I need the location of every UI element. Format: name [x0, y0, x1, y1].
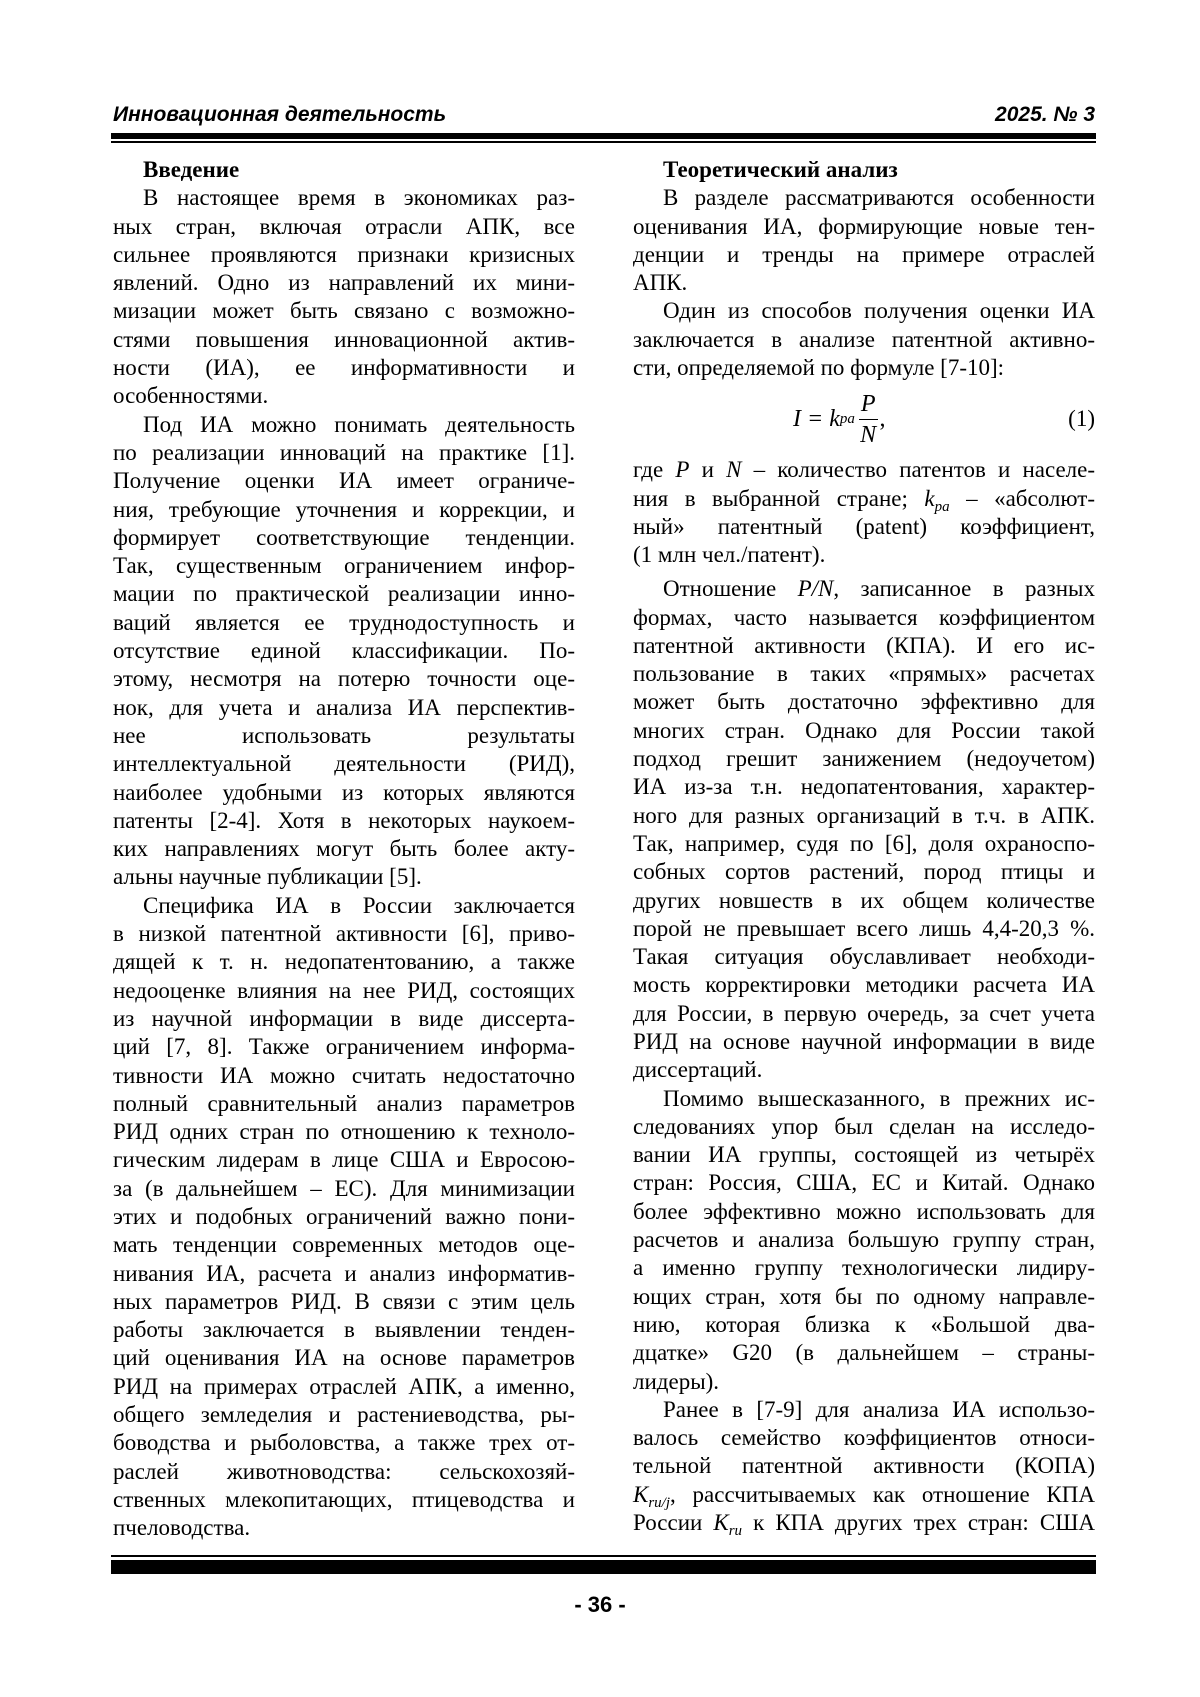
text-line: наиболее удобными из которых являются: [113, 779, 575, 807]
formula-denominator: N: [860, 420, 876, 450]
text-line: в низкой патентной активности [6], приво-: [113, 920, 575, 948]
text-line: мать тенденции современных методов оце-: [113, 1231, 575, 1259]
text-line: В настоящее время в экономиках раз-: [113, 184, 575, 212]
header-rule-thick: [111, 133, 1096, 139]
text-line: Так, существенным ограничением инфор-: [113, 552, 575, 580]
text-line: дцатке» G20 (в дальнейшем – страны-: [633, 1339, 1095, 1367]
right-body-after-formula: [633, 456, 1095, 1537]
header-rule-thin: [111, 141, 1096, 143]
text-line: вании ИА группы, состоящей из четырёх: [633, 1141, 1095, 1169]
section-heading-theoretical-analysis: Теоретический анализ: [633, 156, 1095, 184]
text-line: АПК.: [633, 269, 1095, 297]
text-segment: где: [633, 457, 675, 482]
text-line: ных параметров РИД. В связи с этим цель: [113, 1288, 575, 1316]
text-line: ный» патентный (patent) коэффициент,: [633, 513, 1095, 541]
text-line: раслей животноводства: сельскохозяй-: [113, 1458, 575, 1486]
math-symbol: k: [924, 486, 934, 511]
text-line: порой не превышает всего лишь 4,4-20,3 %.: [633, 915, 1095, 943]
text-line: РИД на основе научной информации в виде: [633, 1028, 1095, 1056]
text-line: более эффективно можно использовать для: [633, 1198, 1095, 1226]
text-line: (1 млн чел./патент).: [633, 541, 1095, 569]
left-column: [113, 156, 575, 1543]
text-line: многих стран. Однако для России такой: [633, 717, 1095, 745]
text-line: ций оценивания ИА на основе параметров: [113, 1344, 575, 1372]
text-line: общего земледелия и растениеводства, ры-: [113, 1401, 575, 1429]
text-line: Такая ситуация обуславливает необходи-: [633, 943, 1095, 971]
text-line: ваций является ее труднодоступность и: [113, 609, 575, 637]
text-line: РИД одних стран по отношению к техноло-: [113, 1118, 575, 1146]
formula-numerator: P: [859, 389, 878, 420]
text-line: формах, часто называется коэффициентом: [633, 604, 1095, 632]
text-line: [633, 1481, 1095, 1509]
text-line: гическим лидерам в лице США и Евросою-: [113, 1146, 575, 1174]
text-line: сти, определяемой по формуле [7-10]:: [633, 354, 1095, 382]
text-line: Ранее в [7-9] для анализа ИА использо-: [633, 1396, 1095, 1424]
text-line: этому, несмотря на потерю точности оце-: [113, 665, 575, 693]
formula-expression: [793, 382, 886, 456]
math-subscript: ru: [729, 1523, 742, 1539]
text-line: оценивания ИА, формирующие новые тен-: [633, 213, 1095, 241]
text-line: недооценке влияния на нее РИД, состоящих: [113, 977, 575, 1005]
text-line: сильнее проявляются признаки кризисных: [113, 241, 575, 269]
issue-number: 2025. № 3: [995, 102, 1095, 128]
text-line: собных сортов растений, пород птицы и: [633, 858, 1095, 886]
text-line: из научной информации в виде диссерта-: [113, 1005, 575, 1033]
left-body: [113, 184, 575, 1542]
text-line: за (в дальнейшем – ЕС). Для минимизации: [113, 1175, 575, 1203]
text-line: следованиях упор был сделан на исследо-: [633, 1113, 1095, 1141]
math-symbol: P: [675, 457, 689, 482]
text-line: явлений. Одно из направлений их мини-: [113, 269, 575, 297]
text-line: а именно группу технологически лидиру-: [633, 1254, 1095, 1282]
text-line: [633, 456, 1095, 484]
text-line: подход грешит занижением (недоучетом): [633, 745, 1095, 773]
text-line: Под ИА можно понимать деятельность: [113, 411, 575, 439]
math-subscript: pa: [935, 499, 950, 515]
page-number: - 36 -: [0, 1592, 1200, 1618]
math-subscript: ru/j: [648, 1495, 670, 1511]
text-line: расчетов и анализа большую группу стран,: [633, 1226, 1095, 1254]
text-line: РИД на примерах отраслей АПК, а именно,: [113, 1373, 575, 1401]
math-symbol: K: [713, 1510, 728, 1535]
math-symbol: N: [726, 457, 741, 482]
journal-title: Инновационная деятельность: [113, 102, 446, 128]
text-line: дящей к т. н. недопатентованию, а также: [113, 948, 575, 976]
text-line: ющих стран, хотя бы по одному направле-: [633, 1283, 1095, 1311]
text-line: заключается в анализе патентной активно-: [633, 326, 1095, 354]
formula-subscript: pa: [840, 405, 855, 433]
text-line: нок, для учета и анализа ИА перспектив-: [113, 694, 575, 722]
right-column: [633, 156, 1095, 1537]
text-line: может быть достаточно эффективно для: [633, 688, 1095, 716]
text-line: стями повышения инновационной актив-: [113, 326, 575, 354]
text-line: Специфика ИА в России заключается: [113, 892, 575, 920]
section-heading-introduction: Введение: [113, 156, 575, 184]
text-line: полный сравнительный анализ параметров: [113, 1090, 575, 1118]
text-line: пользование в таких «прямых» расчетах: [633, 660, 1095, 688]
text-segment: , рассчитываемых как отношение КПА: [670, 1482, 1095, 1507]
text-segment: России: [633, 1510, 713, 1535]
text-line: валось семейство коэффициентов относи-: [633, 1424, 1095, 1452]
text-line: тивности ИА можно считать недостаточно: [113, 1062, 575, 1090]
formula-number: (1): [1068, 405, 1095, 433]
text-line: ния, требующие уточнения и коррекции, и: [113, 496, 575, 524]
text-line: других новшеств в их общем количестве: [633, 887, 1095, 915]
text-line: ных стран, включая отрасли АПК, все: [113, 213, 575, 241]
text-line: пчеловодства.: [113, 1514, 575, 1542]
text-segment: к КПА других трех стран: США: [742, 1510, 1095, 1535]
text-line: [633, 485, 1095, 513]
text-line: интеллектуальной деятельности (РИД),: [113, 750, 575, 778]
text-line: альны научные публикации [5].: [113, 863, 575, 891]
text-line: патенты [2-4]. Хотя в некоторых наукоем-: [113, 807, 575, 835]
formula-fraction: [859, 389, 878, 450]
text-line: патентной активности (КПА). И его ис-: [633, 632, 1095, 660]
math-symbol: K: [633, 1482, 648, 1507]
text-line: ности (ИА), ее информативности и: [113, 354, 575, 382]
text-line: диссертаций.: [633, 1056, 1095, 1084]
text-line: стран: Россия, США, ЕС и Китай. Однако: [633, 1169, 1095, 1197]
formula-comma: ,: [880, 405, 886, 433]
text-line: Помимо вышесказанного, в прежних ис-: [633, 1085, 1095, 1113]
footer-rule-thin: [111, 1555, 1096, 1557]
text-line: Получение оценки ИА имеет ограниче-: [113, 467, 575, 495]
text-line: ственных млекопитающих, птицеводства и: [113, 1486, 575, 1514]
text-line: Один из способов получения оценки ИА: [633, 297, 1095, 325]
text-line: денции и тренды на примере отраслей: [633, 241, 1095, 269]
text-line: этих и подобных ограничений важно пони-: [113, 1203, 575, 1231]
right-body-before-formula: [633, 184, 1095, 382]
text-segment: – «абсолют-: [950, 486, 1095, 511]
text-line: нивания ИА, расчета и анализ информатив-: [113, 1260, 575, 1288]
text-segment: – количество патентов и населе-: [741, 457, 1095, 482]
text-line: для России, в первую очередь, за счет учета: [633, 1000, 1095, 1028]
text-line: тельной патентной активности (КОПА): [633, 1452, 1095, 1480]
text-line: нию, которая близка к «Большой два-: [633, 1311, 1095, 1339]
text-line: работы заключается в выявлении тенден-: [113, 1316, 575, 1344]
text-segment: Отношение: [663, 576, 798, 601]
text-line: ций [7, 8]. Также ограничением информа-: [113, 1033, 575, 1061]
text-line: особенностями.: [113, 382, 575, 410]
text-line: [633, 1509, 1095, 1537]
text-line: ких направлениях могут быть более акту-: [113, 835, 575, 863]
text-segment: , записанное в разных: [833, 576, 1095, 601]
text-segment: и: [689, 457, 726, 482]
text-line: боводства и рыболовства, а также трех от-: [113, 1429, 575, 1457]
text-line: ного для разных организаций в т.ч. в АПК.: [633, 802, 1095, 830]
text-line: по реализации инноваций на практике [1].: [113, 439, 575, 467]
footer-rule-thick: [111, 1560, 1096, 1574]
text-line: мость корректировки методики расчета ИА: [633, 971, 1095, 999]
text-line: мации по практической реализации инно-: [113, 580, 575, 608]
text-line: [633, 575, 1095, 603]
text-line: формирует соответствующие тенденции.: [113, 524, 575, 552]
text-line: отсутствие единой классификации. По-: [113, 637, 575, 665]
text-line: В разделе рассматриваются особенности: [633, 184, 1095, 212]
formula-lhs: I = k: [793, 405, 840, 433]
text-line: Так, например, судя по [6], доля охраноспо-: [633, 830, 1095, 858]
text-line: лидеры).: [633, 1368, 1095, 1396]
text-segment: ния в выбранной стране;: [633, 486, 924, 511]
formula-1: [633, 382, 1095, 456]
math-symbol: P/N: [798, 576, 834, 601]
text-line: нее использовать результаты: [113, 722, 575, 750]
text-line: мизации может быть связано с возможно-: [113, 297, 575, 325]
text-line: ИА из-за т.н. недопатентования, характер-: [633, 773, 1095, 801]
